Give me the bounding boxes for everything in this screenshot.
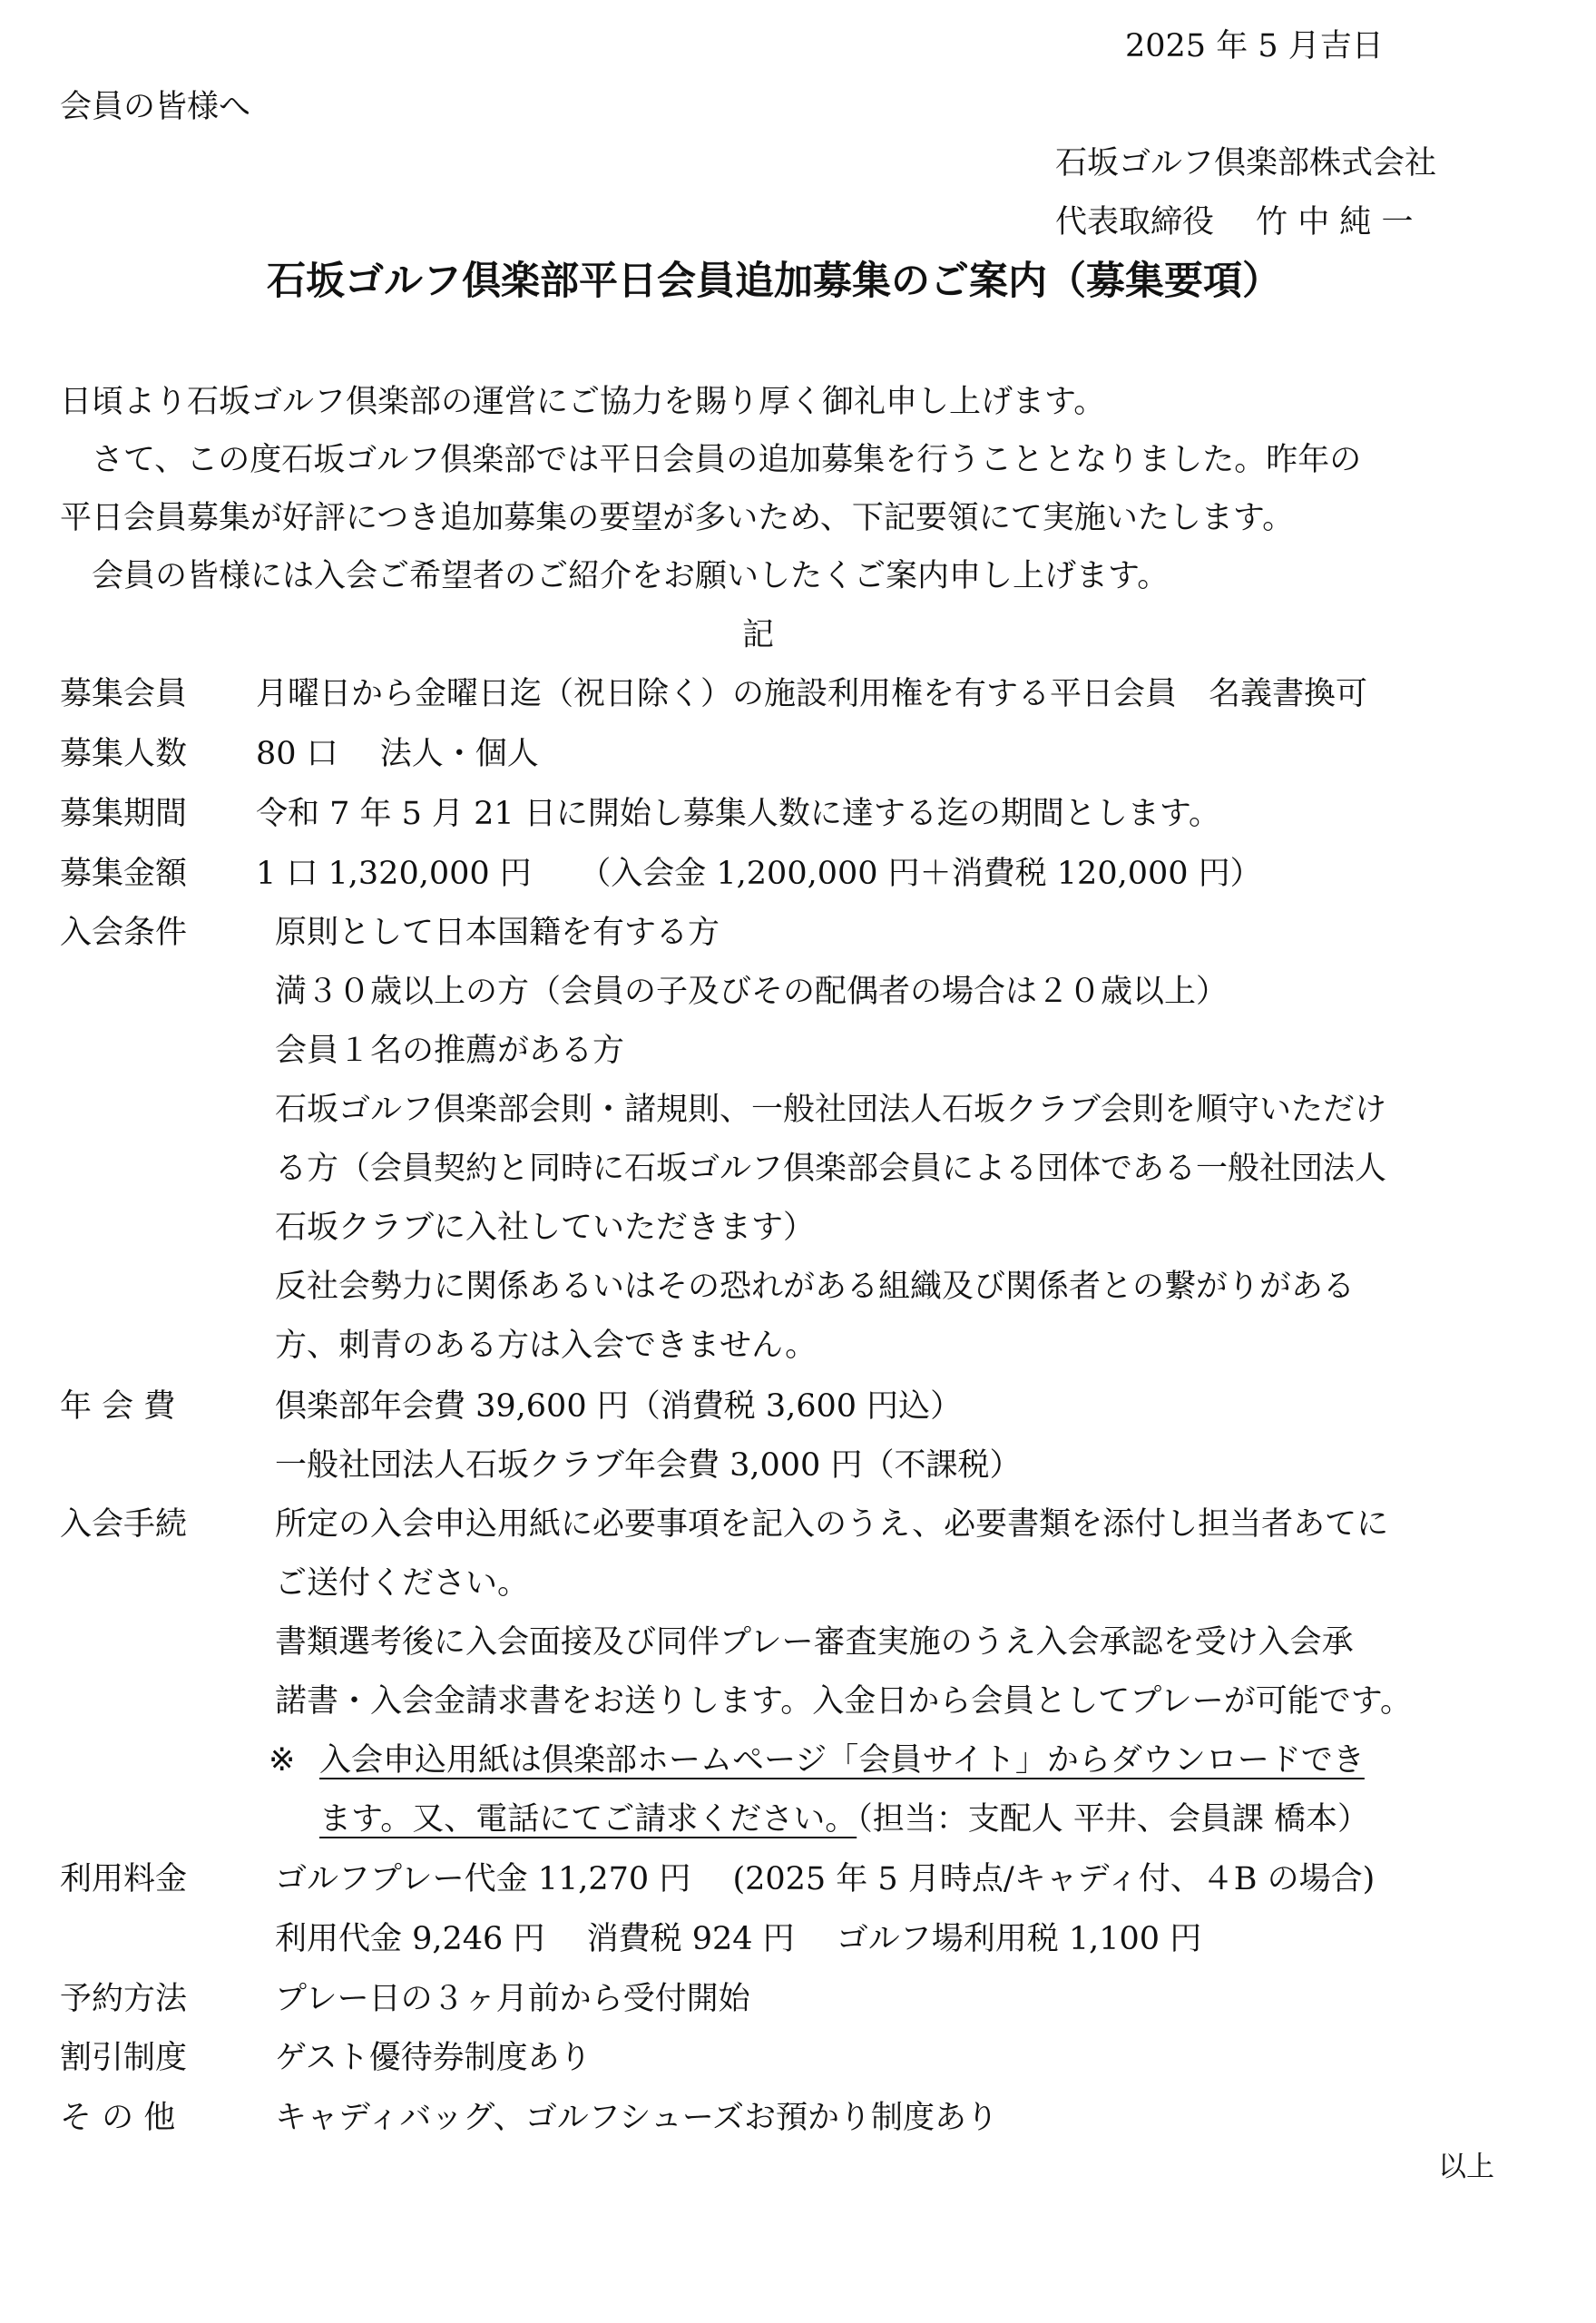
usage-fee-line: 利用代金 9,246 円 消費税 924 円 ゴルフ場利用税 1,100 円 [275,1921,1202,1957]
issue-date: 2025 年 5 月吉日 [1125,28,1384,64]
conditions-line: 石坂ゴルフ倶楽部会則・諸規則、一般社団法人石坂クラブ会則を順守いただけ [275,1092,1387,1128]
amount-label: 募集金額 [60,856,188,892]
conditions-line: 石坂クラブに入社していただきます） [275,1210,816,1246]
recipient: 会員の皆様へ [60,89,251,125]
discount-value: ゲスト優待券制度あり [275,2040,592,2076]
other-value: キャディバッグ、ゴルフシューズお預かり制度あり [275,2100,998,2136]
greeting-paragraph: 日頃より石坂ゴルフ倶楽部の運営にご協力を賜り厚く御礼申し上げます。 [60,384,1106,420]
annual-fee-label: 年 会 費 [60,1388,176,1425]
procedure-line: 諾書・入会金請求書をお送りします。入金日から会員としてプレーが可能です。 [275,1683,1413,1720]
conditions-label: 入会条件 [60,915,188,951]
conditions-line: 満３０歳以上の方（会員の子及びその配偶者の場合は２０歳以上） [275,974,1229,1010]
document-title: 石坂ゴルフ倶楽部平日会員追加募集のご案内（募集要項） [267,259,1281,304]
amount-value: 1 口 1,320,000 円 （入会金 1,200,000 円＋消費税 120,000 円） [256,856,1262,892]
procedure-label: 入会手続 [60,1506,188,1543]
period-label: 募集期間 [60,796,188,832]
request-paragraph: 会員の皆様には入会ご希望者のご紹介をお願いしたくご案内申し上げます。 [60,558,1170,594]
procedure-line: ご送付ください。 [275,1565,530,1602]
conditions-line: 方、刺青のある方は入会できません。 [275,1328,818,1364]
count-label: 募集人数 [60,736,188,772]
representative: 代表取締役 竹 中 純 一 [1055,204,1414,240]
member-type-value: 月曜日から金曜日迄（祝日除く）の施設利用権を有する平日会員 名義書換可 [256,676,1368,712]
conditions-line: 反社会勢力に関係あるいはその恐れがある組織及び関係者との繋がりがある [275,1269,1356,1305]
announcement-line-1: さて、この度石坂ゴルフ倶楽部では平日会員の追加募集を行うこととなりました。昨年の [60,442,1362,478]
reservation-value: プレー日の３ヶ月前から受付開始 [275,1981,750,2017]
reservation-label: 予約方法 [60,1981,188,2017]
procedure-line: 所定の入会申込用紙に必要事項を記入のうえ、必要書類を添付し担当者あてに [275,1506,1389,1543]
period-value: 令和 7 年 5 月 21 日に開始し募集人数に達する迄の期間とします。 [256,796,1221,832]
procedure-note-line-2 [319,1797,1369,1842]
announcement-line-2: 平日会員募集が好評につき追加募集の要望が多いため、下記要領にて実施いたします。 [60,500,1295,536]
procedure-note-line-1: 入会申込用紙は倶楽部ホームページ「会員サイト」からダウンロードでき [319,1742,1365,1779]
conditions-line: る方（会員契約と同時に石坂ゴルフ倶楽部会員による団体である一般社団法人 [275,1151,1387,1187]
annual-fee-line: 倶楽部年会費 39,600 円（消費税 3,600 円込） [275,1388,963,1425]
closing-mark: 以上 [1438,2151,1494,2183]
usage-fee-line: ゴルフプレー代金 11,270 円 (2025 年 5 月時点/キャディ付、４B の場合) [275,1861,1376,1897]
conditions-line: 原則として日本国籍を有する方 [275,915,720,951]
annual-fee-line: 一般社団法人石坂クラブ年会費 3,000 円（不課税） [275,1447,1022,1484]
procedure-note-underlined: ます。又、電話にてご請求ください。 [319,1801,857,1838]
company-name: 石坂ゴルフ倶楽部株式会社 [1055,145,1437,181]
procedure-note-contact: （担当：支配人 平井、会員課 橋本） [857,1801,1369,1838]
discount-label: 割引制度 [60,2040,188,2076]
count-value: 80 口 法人・個人 [256,736,539,772]
other-label: そ の 他 [60,2100,176,2136]
conditions-line: 会員１名の推薦がある方 [275,1033,625,1069]
note-mark: ※ [269,1742,296,1779]
usage-fee-label: 利用料金 [60,1861,188,1897]
procedure-line: 書類選考後に入会面接及び同伴プレー審査実施のうえ入会承認を受け入会承 [275,1624,1354,1661]
member-type-label: 募集会員 [60,676,188,712]
ki-heading: 記 [742,617,775,653]
